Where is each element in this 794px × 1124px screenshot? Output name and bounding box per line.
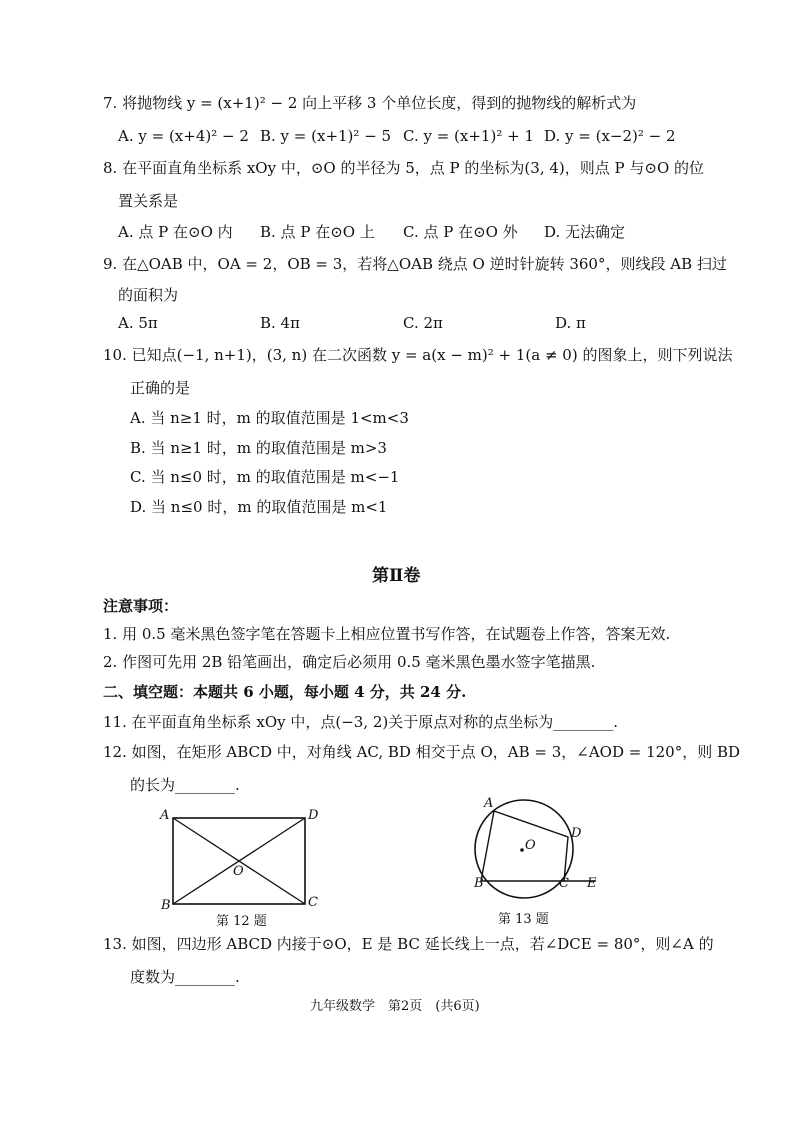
fill-blank-header: 二、填空题：本题共 6 小题，每小题 4 分，共 24 分. xyxy=(103,683,467,701)
q9-stem-line1: 9. 在△OAB 中，OA = 2，OB = 3，若将△OAB 绕点 O 逆时针旋转 360°，则线段 AB 扫过 xyxy=(103,255,727,273)
q7-option-a: A. y = (x+4)² − 2 xyxy=(118,127,249,145)
fig12-caption: 第 12 题 xyxy=(216,914,267,929)
q8-option-d: D. 无法确定 xyxy=(544,223,626,241)
q12-stem-line1: 12. 如图，在矩形 ABCD 中，对角线 AC, BD 相交于点 O，AB = 3，∠AOD = 120°，则 BD xyxy=(103,743,741,761)
fig13-label-a: A xyxy=(484,796,494,811)
q7-option-c: C. y = (x+1)² + 1 xyxy=(403,127,534,145)
q8-option-a: A. 点 P 在⊙O 内 xyxy=(118,223,233,241)
q12-stem-line2: 的长为________. xyxy=(130,776,240,794)
q8-stem-line2: 置关系是 xyxy=(118,192,179,210)
q11-stem: 11. 在平面直角坐标系 xOy 中，点(−3, 2)关于原点对称的点坐标为________. xyxy=(103,713,619,731)
q8-stem-line1: 8. 在平面直角坐标系 xOy 中，⊙O 的半径为 5，点 P 的坐标为(3, 4)，则点 P 与⊙O 的位 xyxy=(103,159,705,177)
figure-13-circle xyxy=(468,795,608,910)
fig13-label-e: E xyxy=(587,876,597,891)
fig12-label-o: O xyxy=(233,864,244,879)
notice-item-2: 2. 作图可先用 2B 铅笔画出，确定后必须用 0.5 毫米黑色墨水签字笔描黑. xyxy=(103,653,596,671)
q10-option-a: A. 当 n≥1 时，m 的取值范围是 1<m<3 xyxy=(130,409,409,427)
fig12-label-c: C xyxy=(308,895,318,910)
fig13-label-d: D xyxy=(571,826,582,841)
q9-option-c: C. 2π xyxy=(403,314,443,332)
q7-stem: 7. 将抛物线 y = (x+1)² − 2 向上平移 3 个单位长度，得到的抛物线的解析式为 xyxy=(103,94,637,112)
notice-title: 注意事项： xyxy=(103,597,179,615)
q9-stem-line2: 的面积为 xyxy=(118,286,179,304)
q10-stem-line1: 10. 已知点(−1, n+1)，(3, n) 在二次函数 y = a(x − m)² + 1(a ≠ 0) 的图象上，则下列说法 xyxy=(103,346,733,364)
section-title: 第Ⅱ卷 xyxy=(372,566,421,586)
fig12-label-a: A xyxy=(160,808,170,823)
fig13-label-b: B xyxy=(474,876,484,891)
fig13-label-o: O xyxy=(525,838,536,853)
q7-option-b: B. y = (x+1)² − 5 xyxy=(260,127,392,145)
q8-option-c: C. 点 P 在⊙O 外 xyxy=(403,223,518,241)
q8-option-b: B. 点 P 在⊙O 上 xyxy=(260,223,375,241)
fig13-label-c: C xyxy=(559,876,569,891)
fig12-label-d: D xyxy=(308,808,319,823)
q9-option-d: D. π xyxy=(555,314,586,332)
fig12-label-b: B xyxy=(161,898,171,913)
q13-stem-line2: 度数为________. xyxy=(130,968,240,986)
q10-stem-line2: 正确的是 xyxy=(130,379,191,397)
q9-option-a: A. 5π xyxy=(118,314,158,332)
q10-option-c: C. 当 n≤0 时，m 的取值范围是 m<−1 xyxy=(130,468,400,486)
fig13-caption: 第 13 题 xyxy=(498,912,549,927)
q13-stem-line1: 13. 如图，四边形 ABCD 内接于⊙O，E 是 BC 延长线上一点，若∠DCE = 80°，则∠A 的 xyxy=(103,935,714,953)
notice-item-1: 1. 用 0.5 毫米黑色签字笔在答题卡上相应位置书写作答，在试题卷上作答，答案无效. xyxy=(103,625,671,643)
q10-option-b: B. 当 n≥1 时，m 的取值范围是 m>3 xyxy=(130,439,387,457)
q7-option-d: D. y = (x−2)² − 2 xyxy=(544,127,676,145)
page-footer: 九年级数学 第2页 (共6页) xyxy=(310,999,480,1014)
q10-option-d: D. 当 n≤0 时，m 的取值范围是 m<1 xyxy=(130,498,388,516)
q9-option-b: B. 4π xyxy=(260,314,300,332)
